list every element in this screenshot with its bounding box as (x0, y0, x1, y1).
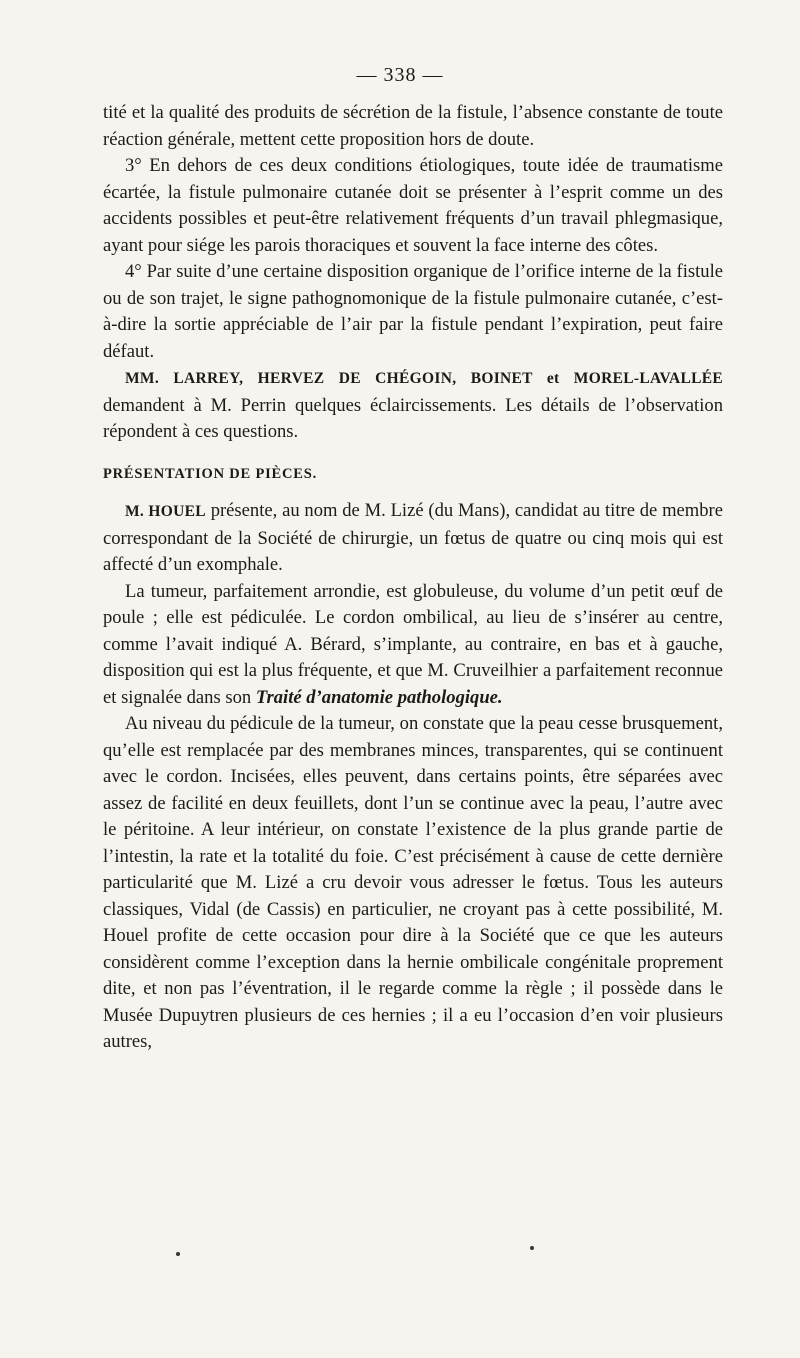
discussion-text: demandent à M. Perrin quelques éclaircissements. Les détails de l’observation répondent à ces questions. (103, 394, 723, 442)
paragraph-pedicule: Au niveau du pédicule de la tumeur, on constate que la peau cesse brusquement, qu’elle est remplacée par des membranes minces, transparentes, qui se continuent avec le cordon. Incisées, elles peuvent, dans certains points, être séparées avec assez de facilité en deux feuillets, dont l’un se continue avec la peau, l’autre avec le péritoine. A leur intérieur, on constate l’existence de la plus grande partie de l’intestin, la rate et la totalité du foie. C’est précisément à cause de cette dernière particularité que M. Lizé a cru devoir vous adresser le fœtus. Tous les auteurs classiques, Vidal (de Cassis) en particulier, ne croyant pas à cette possibilité, M. Houel profite de cette occasion pour dire à la Société que ce que les auteurs considèrent comme l’exception dans la hernie ombilicale congénitale proprement dite, et non pas l’éventration, il le regarde comme la règle ; il possède dans le Musée Dupuytren plusieurs de ces hernies ; il a eu l’occasion d’en voir plusieurs autres, (103, 713, 723, 1052)
presentation-text: présente, au nom de M. Lizé (du Mans), candidat au titre de membre correspondant de la Société de chirurgie, un fœtus de quatre ou cinq mois qui est affecté d’un exomphale. (103, 500, 723, 575)
body-text (103, 100, 723, 1056)
paragraph-continuation: tité et la qualité des produits de sécrétion de la fistule, l’absence constante de toute réaction générale, mettent cette proposition hors de doute. (103, 102, 723, 150)
page-number: — 338 — (356, 64, 444, 86)
speaker-names: MM. LARREY, HERVEZ DE CHÉGOIN, BOINET et MOREL-LAVALLÉE (125, 370, 723, 387)
presenter-name: M. HOUEL (125, 503, 206, 520)
section-heading: PRÉSENTATION DE PIÈCES. (103, 465, 318, 482)
paragraph-presentation (103, 498, 723, 579)
paragraph-tumeur (103, 579, 723, 712)
paragraph-point-3: 3° En dehors de ces deux conditions étiologiques, toute idée de traumatisme écartée, la fistule pulmonaire cutanée doit se présenter à l’esprit comme un des accidents possibles et peut-être relativement fréquents d’un travail phlegmasique, ayant pour siége les parois thoraciques et souvent la face interne des côtes. (103, 155, 723, 256)
paragraph-discussion (103, 365, 723, 446)
book-title: Traité d’anatomie pathologique. (255, 686, 503, 708)
paragraph-point-4: 4° Par suite d’une certaine disposition organique de l’orifice interne de la fistule ou de son trajet, le signe pathognomonique de la fistule pulmonaire cutanée, c’est-à-dire la sortie appréciable de l’air par la fistule pendant l’expiration, peut faire défaut. (103, 261, 723, 362)
tumeur-text: La tumeur, parfaitement arrondie, est globuleuse, du volume d’un petit œuf de poule ; elle est pédiculée. Le cordon ombilical, au lieu de s’insérer au centre, comme l’avait indiqué A. Bérard, s’implante, au contraire, en bas et à gauche, disposition qui est la plus fréquente, et que M. Cruveilhier a parfaitement reconnue et signalée dans son (103, 580, 723, 708)
ink-speck-left (176, 1252, 180, 1256)
ink-speck-right (530, 1246, 534, 1250)
